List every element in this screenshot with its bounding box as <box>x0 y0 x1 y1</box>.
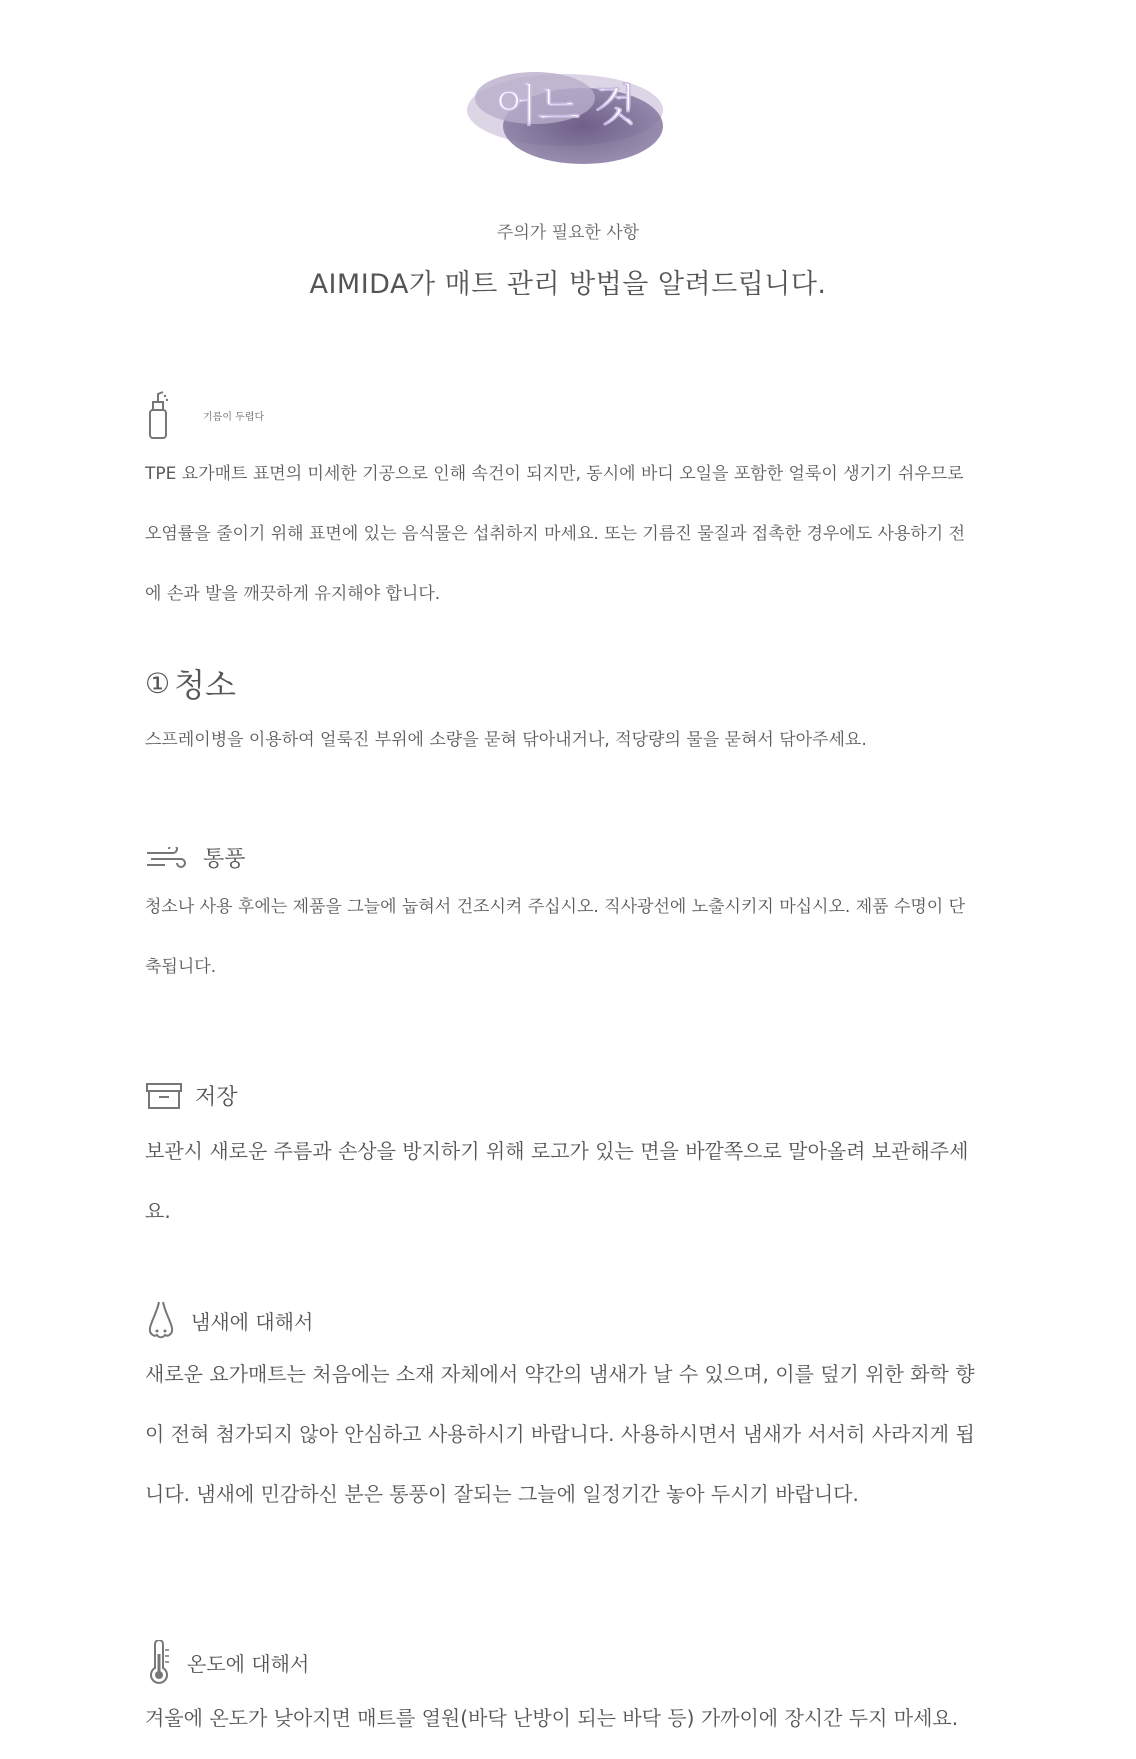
section-paragraph: 보관시 새로운 주름과 손상을 방지하기 위해 로고가 있는 면을 바깥쪽으로 말아올려 보관해주세요. <box>145 1139 969 1223</box>
circled-number-one: ① <box>145 666 171 700</box>
section-header <box>145 1300 975 1340</box>
thermometer-icon <box>145 1640 173 1684</box>
section-header <box>145 842 975 873</box>
section-paragraph: 겨울에 온도가 낮아지면 매트를 열원(바닥 난방이 되는 바닥 등) 가까이에 장시간 두지 마세요. <box>145 1706 959 1730</box>
section-paragraph: TPE 요가매트 표면의 미세한 기공으로 인해 속건이 되지만, 동시에 바디 오일을 포함한 얼룩이 생기기 쉬우므로 오염률을 줄이기 위해 표면에 있는 음식물은 섭취하지 마세요. 또는 기름진 물질과 접촉한 경우에도 사용하기 전에 손과 발을 깨끗하게 유지해야 합니다. <box>145 464 966 604</box>
section-header <box>145 1640 975 1684</box>
section-label: 청소 <box>174 666 236 704</box>
section-smell <box>145 1300 975 1524</box>
section-label: 온도에 대해서 <box>187 1651 310 1676</box>
section-label: 저장 <box>195 1085 238 1110</box>
brand-logo <box>455 48 675 178</box>
page-title: AIMIDA가 매트 관리 방법을 알려드립니다. <box>309 269 827 300</box>
logo-text: 어느 것 <box>495 80 637 131</box>
section-label: 기름이 두렵다 <box>203 411 265 423</box>
section-header <box>145 1080 975 1111</box>
section-label: 냄새에 대해서 <box>191 1309 314 1334</box>
section-temperature <box>145 1640 975 1748</box>
section-header <box>145 660 975 706</box>
section-ventilation <box>145 842 975 997</box>
nose-icon <box>145 1300 177 1340</box>
section-paragraph: 청소나 사용 후에는 제품을 그늘에 눕혀서 건조시켜 주십시오. 직사광선에 노출시키지 마십시오. 제품 수명이 단축됩니다. <box>145 897 966 977</box>
section-header <box>145 390 975 440</box>
wind-icon <box>145 847 191 869</box>
header-subtitle: 주의가 필요한 사항 <box>496 223 640 243</box>
section-paragraph: 스프레이병을 이용하여 얼룩진 부위에 소량을 묻혀 닦아내거나, 적당량의 물을 묻혀서 닦아주세요. <box>145 730 867 750</box>
storage-box-icon <box>145 1082 183 1110</box>
oil-bottle-icon <box>145 390 171 440</box>
section-oil <box>145 390 975 624</box>
section-label: 통풍 <box>203 847 246 872</box>
section-paragraph: 새로운 요가매트는 처음에는 소재 자체에서 약간의 냄새가 날 수 있으며, 이를 덮기 위한 화학 향이 전혀 첨가되지 않아 안심하고 사용하시기 바랍니다. 사용하시면서 냄새가 서서히 사라지게 됩니다. 냄새에 민감하신 분은 통풍이 잘되는 그늘에 일정기간 놓아 두시기 바랍니다. <box>145 1362 975 1506</box>
section-storage <box>145 1080 975 1241</box>
section-cleaning <box>145 660 975 770</box>
